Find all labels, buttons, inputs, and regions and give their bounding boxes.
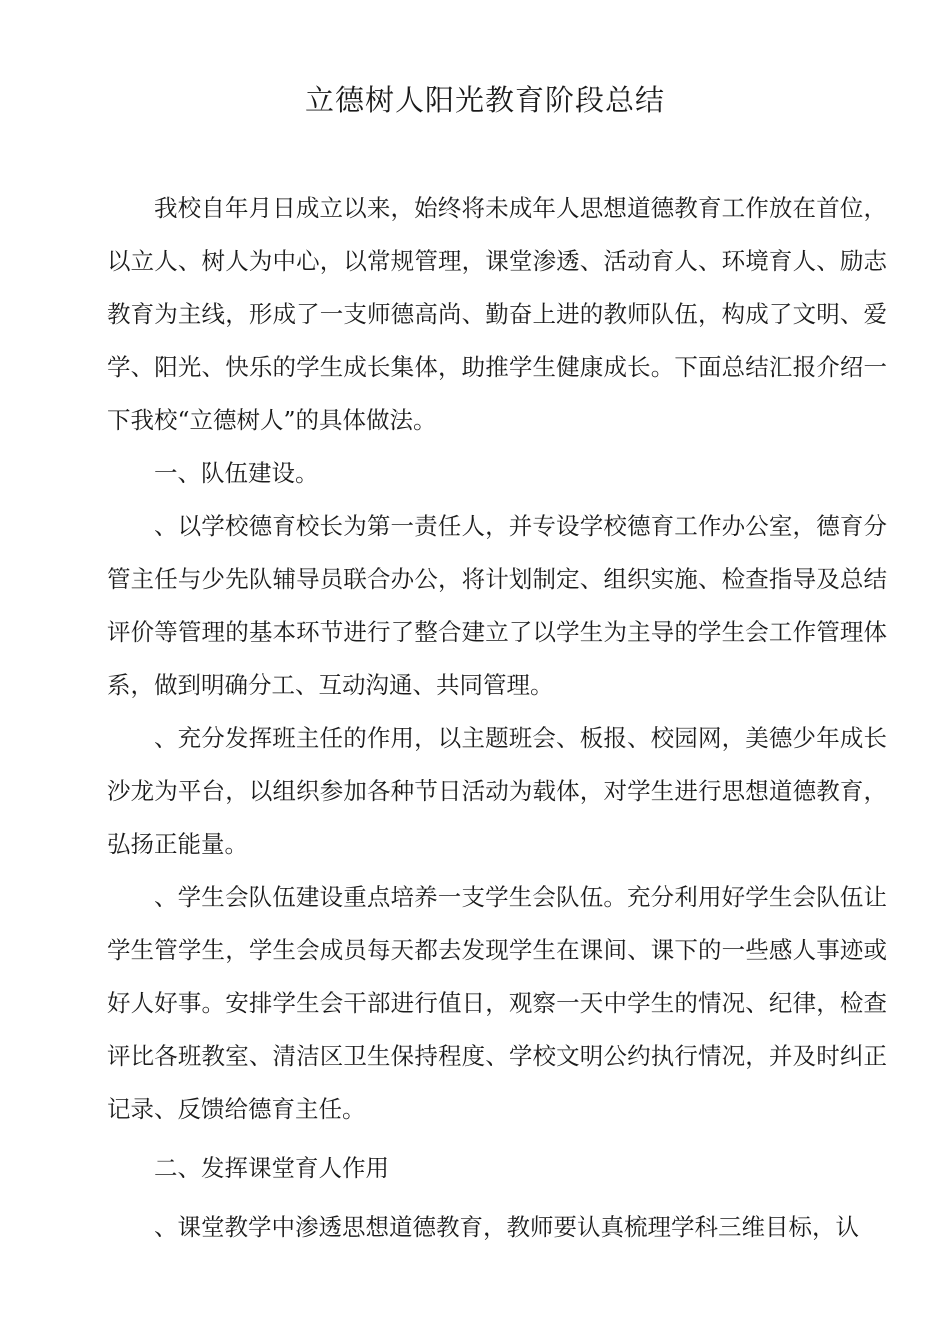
- paragraph-team-2: 、充分发挥班主任的作用，以主题班会、板报、校园网，美德少年成长沙龙为平台，以组织参加各种节日活动为载体，对学生进行思想道德教育，弘扬正能量。: [107, 724, 887, 858]
- section-heading-team-building: 一、队伍建设。: [154, 459, 319, 487]
- paragraph-intro: 我校自年月日成立以来，始终将未成年人思想道德教育工作放在首位，以立人、树人为中心，以常规管理，课堂渗透、活动育人、环境育人、励志教育为主线，形成了一支师德高尚、勤奋上进的教师队伍，构成了文明、爱学、阳光、快乐的学生成长集体，助推学生健康成长。下面总结汇报介绍一下我校“立德树人”的具体做法。: [107, 194, 887, 434]
- section-heading-classroom: 二、发挥课堂育人作用: [154, 1154, 389, 1182]
- paragraph-team-1: 、以学校德育校长为第一责任人，并专设学校德育工作办公室，德育分管主任与少先队辅导员联合办公，将计划制定、组织实施、检查指导及总结评价等管理的基本环节进行了整合建立了以学生为主导的学生会工作管理体系，做到明确分工、互动沟通、共同管理。: [107, 512, 887, 699]
- document-title: 立德树人阳光教育阶段总结: [304, 83, 665, 117]
- paragraph-classroom-1: 、课堂教学中渗透思想道德教育，教师要认真梳理学科三维目标，认: [154, 1213, 859, 1241]
- paragraph-team-3: 、学生会队伍建设重点培养一支学生会队伍。充分利用好学生会队伍让学生管学生，学生会成员每天都去发现学生在课间、课下的一些感人事迹或好人好事。安排学生会干部进行值日，观察一天中学生的情况、纪律，检查评比各班教室、清洁区卫生保持程度、学校文明公约执行情况，并及时纠正记录、反馈给德育主任。: [107, 883, 887, 1123]
- document-body: [107, 182, 887, 1254]
